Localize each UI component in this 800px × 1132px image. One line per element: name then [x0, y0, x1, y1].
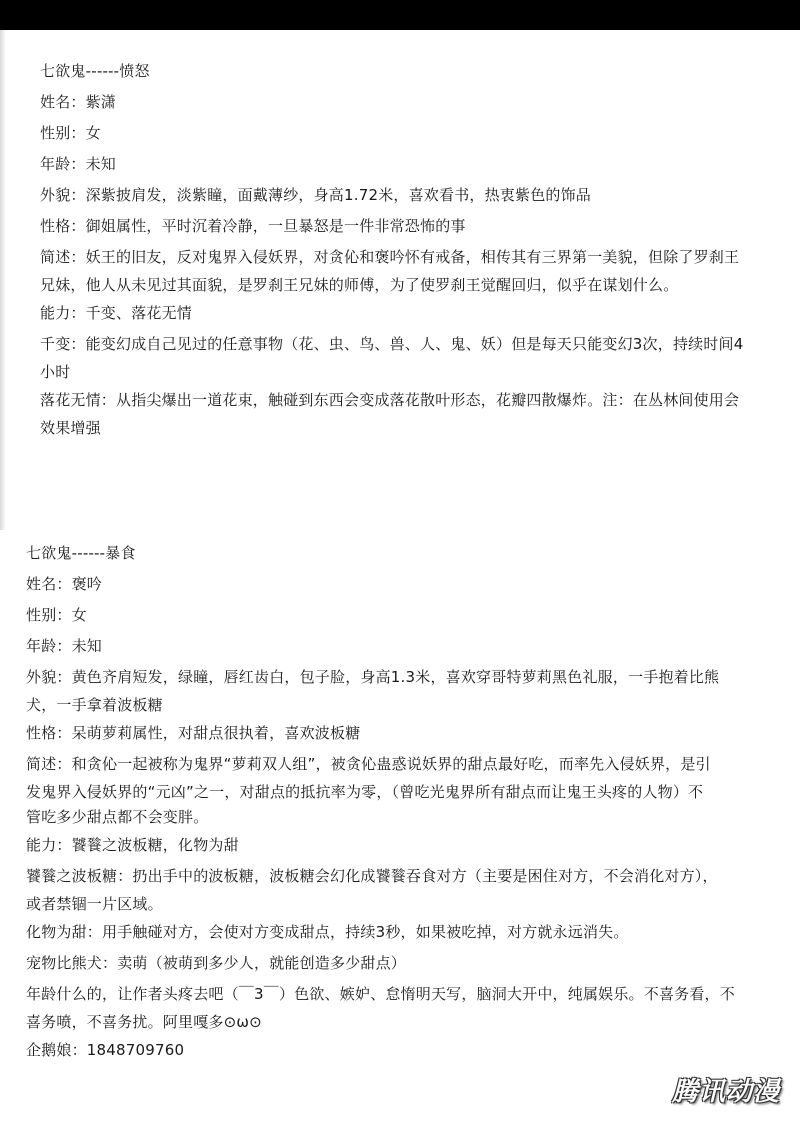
- ability-line: 能力：饕餮之波板糖，化物为甜: [26, 836, 239, 854]
- skill-line-cont: 小时: [40, 363, 71, 381]
- character-sheet-gluttony: [26, 538, 790, 1066]
- skill-line: 落花无情：从指尖爆出一道花束，触碰到东西会变成落花散叶形态，花瓣四散爆炸。注：在丛林间使用会: [40, 391, 740, 409]
- page-edge-shadow: [0, 30, 6, 530]
- summary-line-cont: 兄妹，他人从未见过其面貌，是罗刹王兄妹的师傅，为了使罗刹王觉醒回归，似乎在谋划什么。: [40, 276, 679, 294]
- skill-line-cont: 或者禁锢一片区域。: [26, 895, 163, 913]
- top-black-bar: [0, 0, 800, 30]
- ability-line: 能力：千变、落花无情: [40, 304, 193, 322]
- sheet-title: 七欲鬼------愤怒: [40, 62, 150, 80]
- skill-line: 千变：能变幻成自己见过的任意事物（花、虫、鸟、兽、人、鬼、妖）但是每天只能变幻3次，持续时间4: [40, 335, 744, 353]
- summary-line-cont: 发鬼界入侵妖界的“元凶”之一，对甜点的抵抗率为零，（曾吃光鬼界所有甜点而让鬼王头疼的人物）不: [26, 783, 704, 801]
- skill-line-cont: 效果增强: [40, 419, 101, 437]
- summary-line: 简述：和贪伈一起被称为鬼界“萝莉双人组”，被贪伈蛊惑说妖界的甜点最好吃，而率先入侵妖界，是引: [26, 755, 711, 773]
- summary-line-cont: 管吃多少甜点都不会变胖。: [26, 808, 209, 826]
- age-line: 年龄：未知: [26, 637, 103, 655]
- skill-line: 饕餮之波板糖：扔出手中的波板糖，波板糖会幻化成饕餮吞食对方（主要是困住对方，不会消化对方），: [26, 867, 718, 885]
- pet-line: 宠物比熊犬：卖萌（被萌到多少人，就能创造多少甜点）: [26, 954, 407, 972]
- character-sheet-wrath: [40, 56, 780, 441]
- name-line: 姓名：褒吟: [26, 575, 103, 593]
- author-note-line: 年龄什么的，让作者头疼去吧（￣3￣）色欲、嫉妒、怠惰明天写，脑洞大开中，纯属娱乐。不喜务看，不: [26, 985, 735, 1003]
- site-watermark: 腾讯动漫: [671, 1077, 780, 1107]
- name-line: 姓名：紫潇: [40, 93, 117, 111]
- personality-line: 性格：御姐属性，平时沉着冷静，一旦暴怒是一件非常恐怖的事: [40, 217, 466, 235]
- gender-line: 性别：女: [40, 124, 101, 142]
- sheet-title: 七欲鬼------暴食: [26, 544, 136, 562]
- age-line: 年龄：未知: [40, 155, 117, 173]
- skill-line: 化物为甜：用手触碰对方，会使对方变成甜点，持续3秒，如果被吃掉，对方就永远消失。: [26, 923, 629, 941]
- summary-line: 简述：妖王的旧友，反对鬼界入侵妖界，对贪伈和褒吟怀有戒备，相传其有三界第一美貌，但除了罗刹王: [40, 248, 740, 266]
- appearance-line-cont: 犬，一手拿着波板糖: [26, 696, 163, 714]
- author-note-line-cont: 喜务喷，不喜务扰。阿里嘎多⊙ω⊙: [26, 1013, 262, 1031]
- appearance-line: 外貌：黄色齐肩短发，绿瞳，唇红齿白，包子脸，身高1.3米，喜欢穿哥特萝莉黑色礼服，一手抱着比熊: [26, 668, 720, 686]
- gender-line: 性别：女: [26, 606, 87, 624]
- appearance-line: 外貌：深紫披肩发，淡紫瞳，面戴薄纱，身高1.72米，喜欢看书，热衷紫色的饰品: [40, 186, 592, 204]
- qq-contact-line: 企鹅娘：1848709760: [26, 1041, 185, 1059]
- personality-line: 性格：呆萌萝莉属性，对甜点很执着，喜欢波板糖: [26, 724, 361, 742]
